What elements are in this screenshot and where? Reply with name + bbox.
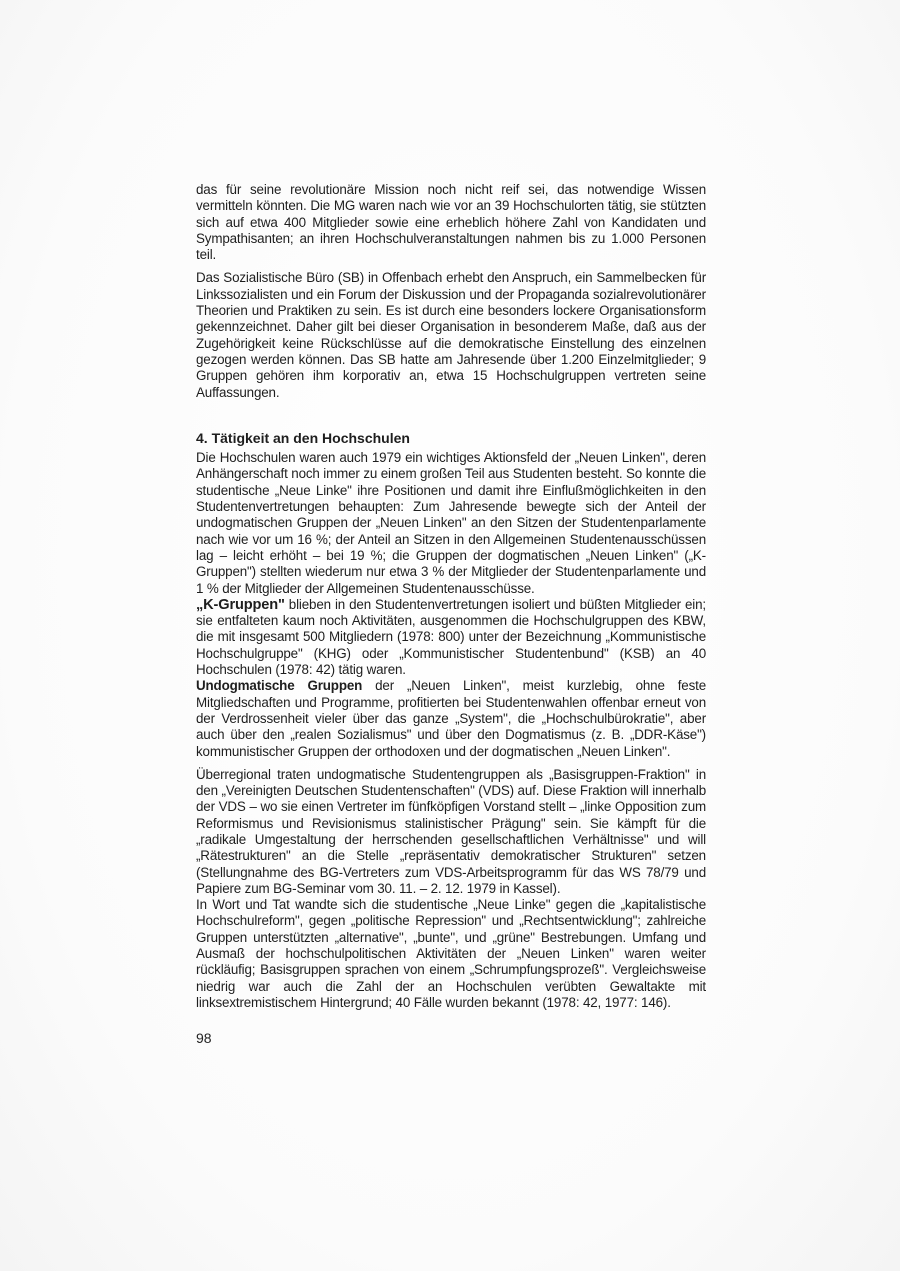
section-heading: 4. Tätigkeit an den Hochschulen <box>196 429 410 446</box>
paragraph-k-gruppen <box>196 597 706 678</box>
undogmatische-gruppen-lead: Undogmatische Gruppen <box>196 678 363 694</box>
paragraph-mg: das für seine revolutionäre Mission noch nicht reif sei, das notwendige Wissen vermitteln könnten. Die MG waren nach wie vor an 39 Hochschulorten tätig, sie stützten sich auf etwa 400 Mitglieder sowie eine erheblich höhere Zahl von Kandidaten und Sympathisanten; an ihren Hochschulveranstaltungen nahmen bis zu 1.000 Personen teil. <box>196 182 706 263</box>
page-number: 98 <box>196 1030 212 1046</box>
paragraph-hochschulen-intro: Die Hochschulen waren auch 1979 ein wichtiges Aktionsfeld der „Neuen Linken", deren Anhängerschaft noch immer zu einem großen Teil aus Studenten besteht. So konnte die studentische „Neue Linke" ihre Positionen und damit ihre Einflußmöglichkeiten in den Studentenvertretungen behaupten: Zum Jahresende bewegte sich der Anteil der undogmatischen Gruppen der „Neuen Linken" an den Sitzen der Studentenparlamente nach wie vor um 16 %; der Anteil an Sitzen in den Allgemeinen Studentenausschüssen lag – leicht erhöht – bei 19 %; die Gruppen der dogmatischen „Neuen Linken" („K-Gruppen") stellten wiederum nur etwa 3 % der Mitglieder der Studentenparlamente und 1 % der Mitglieder der Allgemeinen Studentenausschüsse. <box>196 450 706 596</box>
paragraph-wort-und-tat: In Wort und Tat wandte sich die studentische „Neue Linke" gegen die „kapitalistische Hochschulreform", gegen „politische Repression" und „Rechtsentwicklung"; zahlreiche Gruppen unterstützten „alternative", „bunte", und „grüne" Bestrebungen. Umfang und Ausmaß der hochschulpolitischen Aktivitäten der „Neuen Linken" waren weiter rückläufig; Basisgruppen sprachen von einem „Schrumpfungsprozeß". Vergleichsweise niedrig war auch die Zahl der an Hochschulen verübten Gewaltakte mit linksextremistischem Hintergrund; 40 Fälle wurden bekannt (1978: 42, 1977: 146). <box>196 897 706 1010</box>
document-body <box>196 182 706 1011</box>
paragraph-sozialistisches-buero: Das Sozialistische Büro (SB) in Offenbach erhebt den Anspruch, ein Sammelbecken für Linkssozialisten und ein Forum der Diskussion und der Propaganda sozialrevolutionärer Theorien und Praktiken zu sein. Es ist durch eine besonders lockere Organisationsform gekennzeichnet. Daher gilt bei dieser Organisation in besonderem Maße, daß aus der Zugehörigkeit keine Rückschlüsse auf die demokratische Einstellung des einzelnen gezogen werden können. Das SB hatte am Jahresende über 1.200 Einzelmitglieder; 9 Gruppen gehören ihm korporativ an, etwa 15 Hochschulgruppen vertreten seine Auffassungen. <box>196 270 706 400</box>
undogmatische-gruppen-text: der „Neuen Linken", meist kurzlebig, ohne feste Mitgliedschaften und Programme, profitierten bei Studentenwahlen offenbar erneut von der Verdrossenheit vieler über das ganze „System", die „Hochschulbürokratie", aber auch über den „realen Sozialismus" und über den Dogmatismus (z. B. „DDR-Käse") kommunistischer Gruppen der orthodoxen und der dogmatischen „Neuen Linken". <box>196 678 706 759</box>
paragraph-undogmatische-gruppen <box>196 678 706 759</box>
k-gruppen-lead: „K-Gruppen" <box>196 596 285 613</box>
paragraph-basisgruppen-fraktion: Überregional traten undogmatische Studentengruppen als „Basisgruppen-Fraktion" in den „Vereinigten Deutschen Studentenschaften" (VDS) auf. Diese Fraktion will innerhalb der VDS – wo sie einen Vertreter im fünfköpfigen Vorstand stellt – „linke Opposition zum Reformismus und Revisionismus stalinistischer Prägung" sein. Sie kämpft für die „radikale Umgestaltung der herrschenden gesellschaftlichen Verhältnisse" und will „Rätestrukturen" an die Stelle „repräsentativ demokratischer Strukturen" setzen (Stellungnahme des BG-Vertreters zum VDS-Arbeitsprogramm für das WS 78/79 und Papiere zum BG-Seminar vom 30. 11. – 2. 12. 1979 in Kassel). <box>196 766 706 896</box>
k-gruppen-text: blieben in den Studentenvertretungen isoliert und büßten Mitglieder ein; sie entfalteten kaum noch Aktivitäten, ausgenommen die Hochschulgruppen des KBW, die mit insgesamt 500 Mitgliedern (1978: 800) unter der Bezeichnung „Kommunistische Hochschulgruppe" (KHG) oder „Kommunistischer Studentenbund" (KSB) an 40 Hochschulen (1978: 42) tätig waren. <box>196 596 706 678</box>
